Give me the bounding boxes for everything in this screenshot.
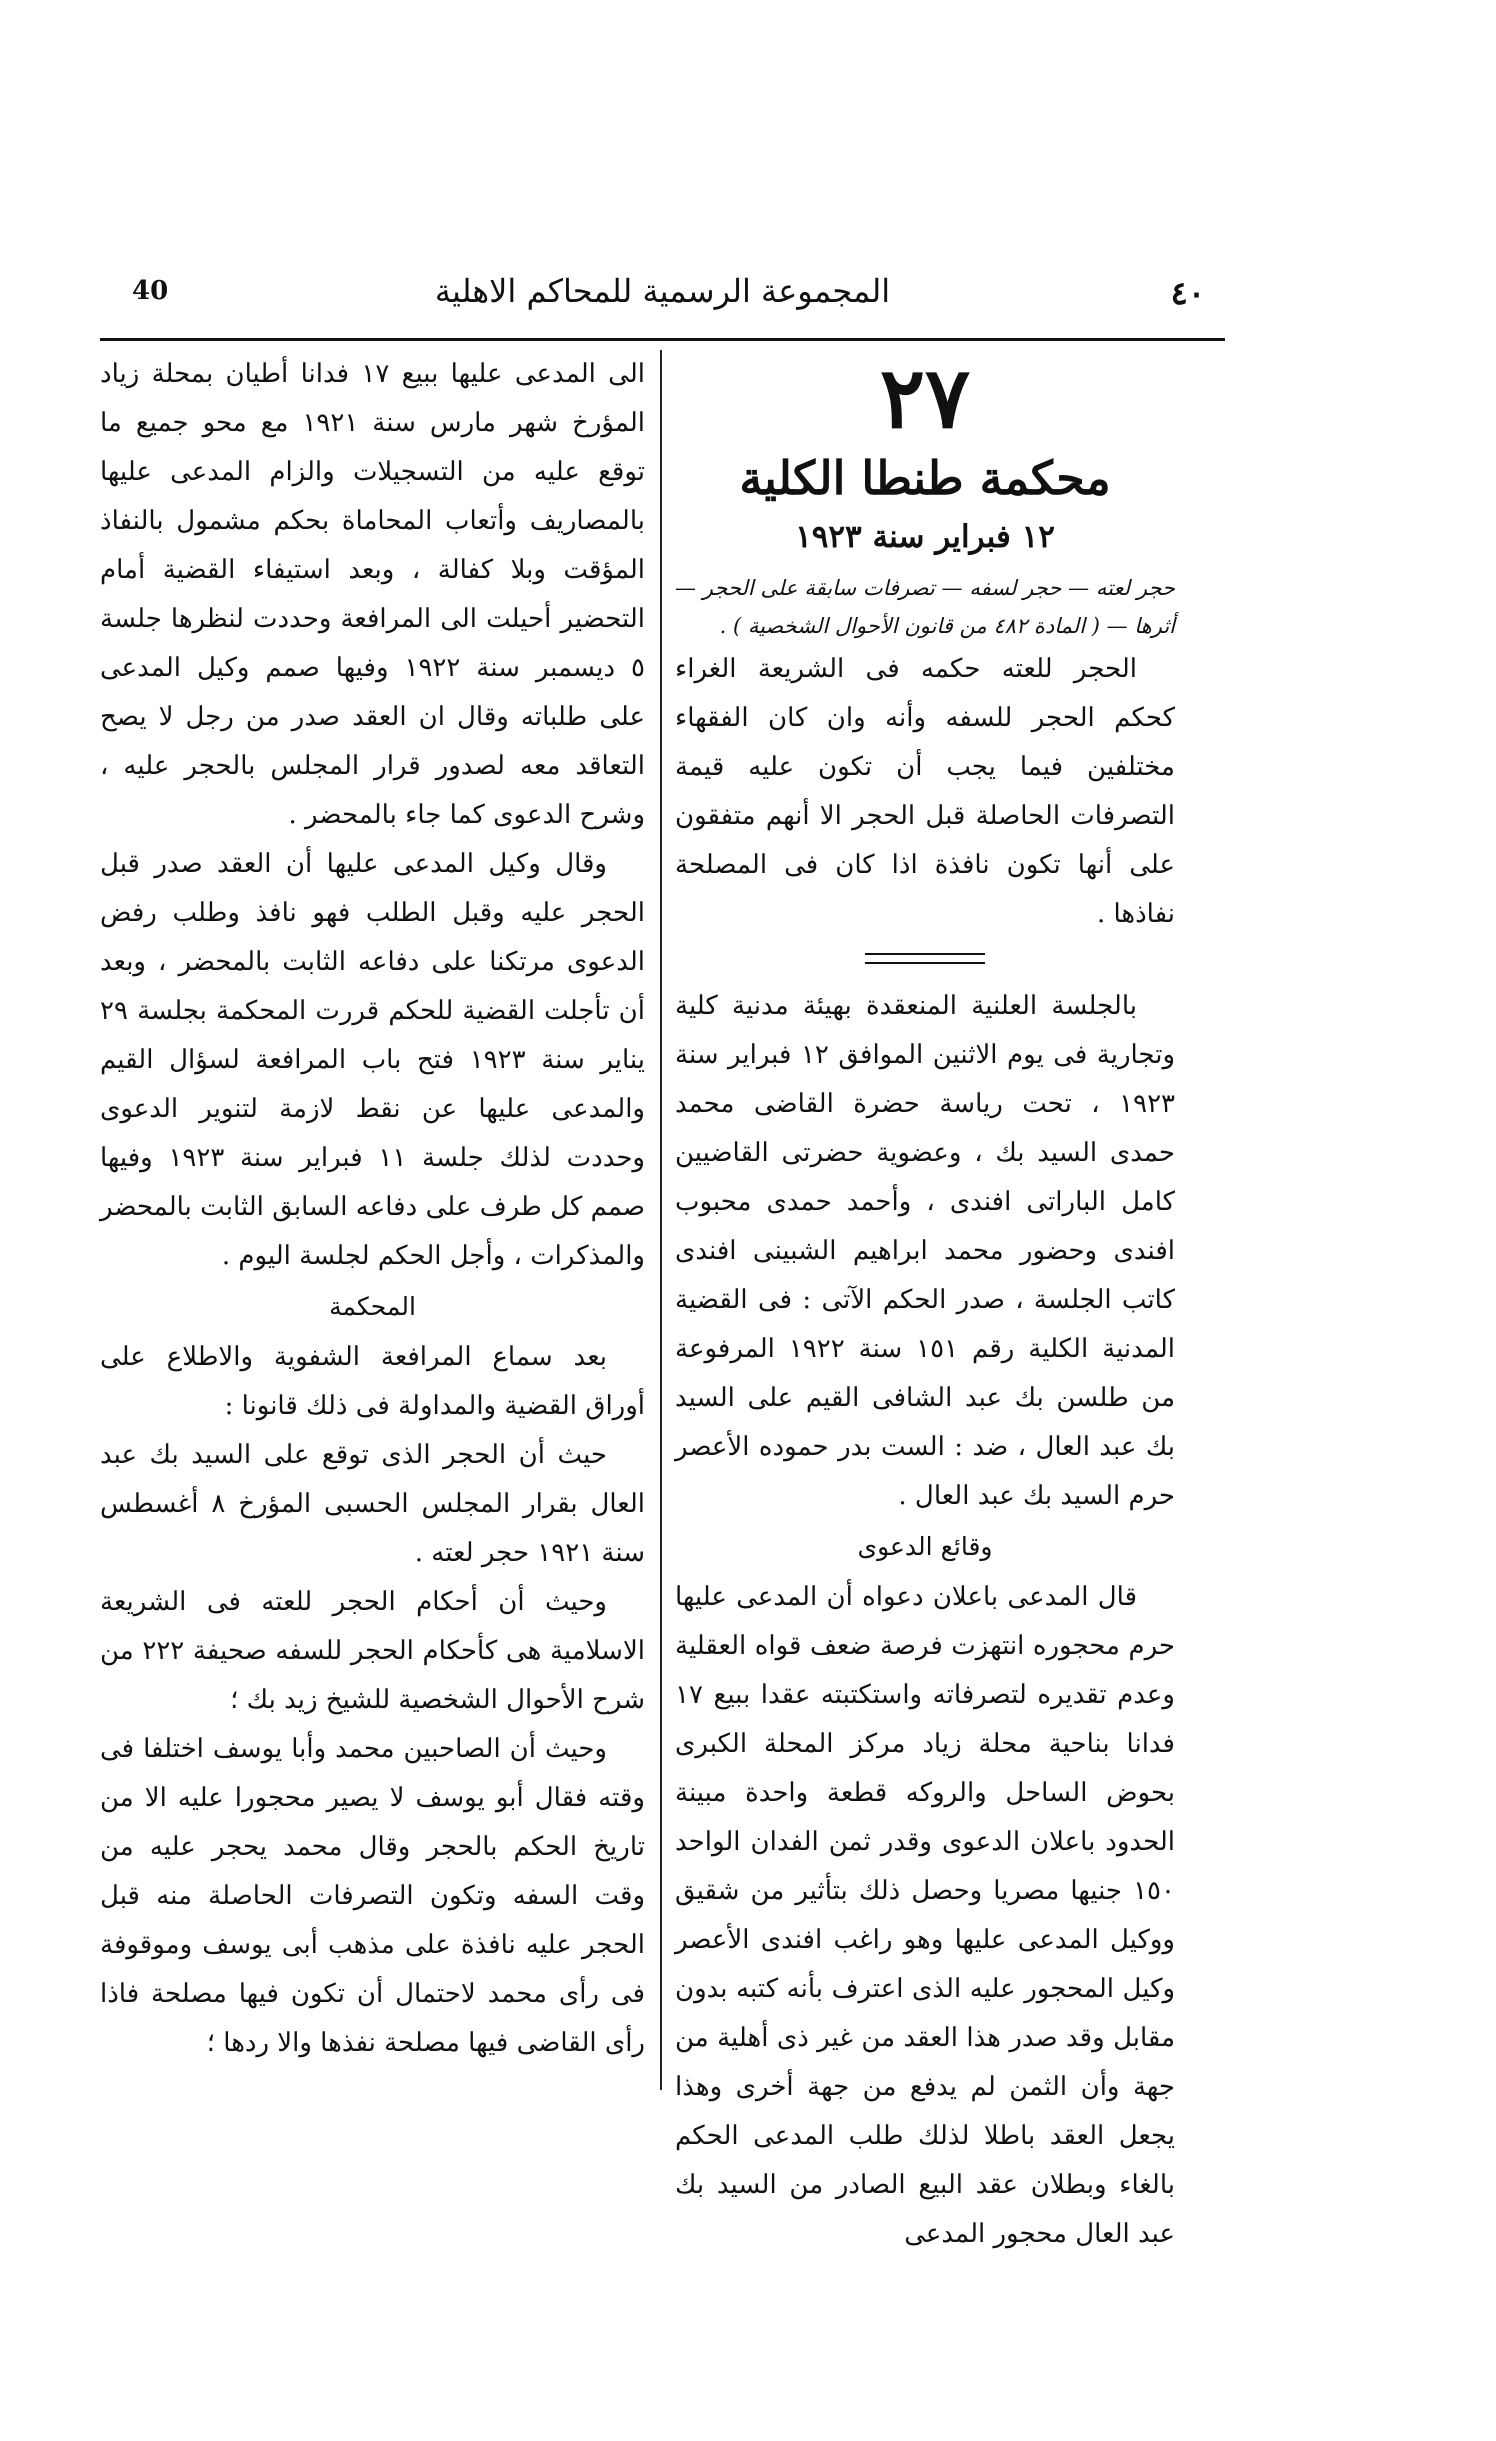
judgment-date: ١٢ فبراير سنة ١٩٢٣: [795, 519, 1055, 555]
page-number-arabic: ٤٠: [1170, 274, 1205, 312]
paragraph-6: وحيث أن الصاحبين محمد وأبا يوسف اختلفا فى وقته فقال أبو يوسف لا يصير محجورا عليه الا من تاريخ الحكم بالحجر وقال محمد يحجر عليه من وقت السفه وتكون التصرفات الحاصلة منه قبل الحجر عليه نافذة على مذهب أبى يوسف وموقوفة فى رأى محمد لاحتمال أن تكون فيها مصلحة فاذا رأى القاضى فيها مصلحة نفذها والا ردها ؛: [100, 1734, 645, 2058]
facts-paragraph: قال المدعى باعلان دعواه أن المدعى عليها حرم محجوره انتهزت فرصة ضعف قواه العقلية وعدم تقديره لتصرفاته واستكتبته عقدا ببيع ١٧ فدانا بناحية محلة زياد مركز المحلة الكبرى بحوض الساحل والروكه قطعة واحدة مبينة الحدود باعلان الدعوى وقدر ثمن الفدان الواحد ١٥٠ جنيها مصريا وحصل ذلك بتأثير من شقيق ووكيل المدعى عليها وهو راغب افندى الأعصر وكيل المحجور عليه الذى اعترف بأنه كتبه بدون مقابل وقد صدر هذا العقد من غير ذى أهلية من جهة وأن الثمن لم يدفع من جهة أخرى وهذا يجعل العقد باطلا لذلك طلب المدعى الحكم بالغاء وبطلان عقد البيع الصادر من السيد بك عبد العال محجور المدعى: [675, 1582, 1175, 2249]
paragraph-5: وحيث أن أحكام الحجر للعته فى الشريعة الاسلامية هى كأحكام الحجر للسفه صحيفة ٢٢٢ من شرح الأحوال الشخصية للشيخ زيد بك ؛: [100, 1587, 646, 1715]
paragraph-3: بعد سماع المرافعة الشفوية والاطلاع على أوراق القضية والمداولة فى ذلك قانونا :: [100, 1342, 645, 1421]
session-paragraph: بالجلسة العلنية المنعقدة بهيئة مدنية كلية وتجارية فى يوم الاثنين الموافق ١٢ فبراير سنة ١٩٢٣ ، تحت رياسة حضرة القاضى محمد حمدى السيد بك ، وعضوية حضرتى القاضيين كامل الباراتى افندى ، وأحمد حمدى محبوب افندى وحضور محمد ابراهيم الشبينى افندى كاتب الجلسة ، صدر الحكم الآتى : فى القضية المدنية الكلية رقم ١٥١ سنة ١٩٢٢ المرفوعة من طلسن بك عبد الشافى القيم على السيد بك عبد العال ، ضد : الست بدر حموده الأعصر حرم السيد بك عبد العال .: [675, 991, 1176, 1511]
case-number: ٢٧: [879, 348, 971, 447]
right-column: [675, 350, 1175, 2259]
page-header: [100, 272, 1225, 322]
header-rule: [100, 338, 1225, 341]
paragraph-4: حيث أن الحجر الذى توقع على السيد بك عبد العال بقرار المجلس الحسبى المؤرخ ٨ أغسطس سنة ١٩٢١ حجر لعته .: [100, 1440, 645, 1568]
left-column: [100, 350, 645, 2068]
paragraph-2: وقال وكيل المدعى عليها أن العقد صدر قبل الحجر عليه وقبل الطلب فهو نافذ وطلب رفض الدعوى مرتكنا على دفاعه الثابت بالمحضر ، وبعد أن تأجلت القضية للحكم قررت المحكمة بجلسة ٢٩ يناير سنة ١٩٢٣ فتح باب المرافعة لسؤال القيم والمدعى عليها عن نقط لازمة لتنوير الدعوى وحددت لذلك جلسة ١١ فبراير سنة ١٩٢٣ وفيها صمم كل طرف على دفاعه السابق الثابت بالمحضر والمذكرات ، وأجل الحكم لجلسة اليوم .: [100, 849, 645, 1271]
case-keywords: حجر لعته — حجر لسفه — تصرفات سابقة على الحجر — أثرها — ( المادة ٤٨٢ من قانون الأحوال الشخصية ) .: [675, 576, 1175, 638]
case-summary: الحجر للعته حكمه فى الشريعة الغراء كحكم الحجر للسفه وأنه وان كان الفقهاء مختلفين فيما يجب أن تكون عليه قيمة التصرفات الحاصلة قبل الحجر الا أنهم متفقون على أنها تكون نافذة اذا كان فى المصلحة نفاذها .: [675, 654, 1175, 929]
court-name: محكمة طنطا الكلية: [739, 451, 1111, 505]
court-heading: المحكمة: [329, 1292, 416, 1321]
page-number-latin: 40: [132, 276, 169, 306]
paragraph-1: الى المدعى عليها ببيع ١٧ فدانا أطيان بمحلة زياد المؤرخ شهر مارس سنة ١٩٢١ مع محو جميع ما توقع عليه من التسجيلات والزام المدعى عليها بالمصاريف وأتعاب المحاماة بحكم مشمول بالنفاذ المؤقت وبلا كفالة ، وبعد استيفاء القضية أمام التحضير أحيلت الى المرافعة وحددت لنظرها جلسة ٥ ديسمبر سنة ١٩٢٢ وفيها صمم وكيل المدعى على طلباته وقال ان العقد صدر من رجل لا يصح التعاقد معه لصدور قرار المجلس بالحجر عليه ، وشرح الدعوى كما جاء بالمحضر .: [100, 359, 645, 830]
facts-heading: وقائع الدعوى: [857, 1532, 993, 1561]
running-title: المجموعة الرسمية للمحاكم الاهلية: [434, 272, 891, 310]
column-divider: [660, 350, 662, 2090]
section-separator: [865, 953, 985, 964]
